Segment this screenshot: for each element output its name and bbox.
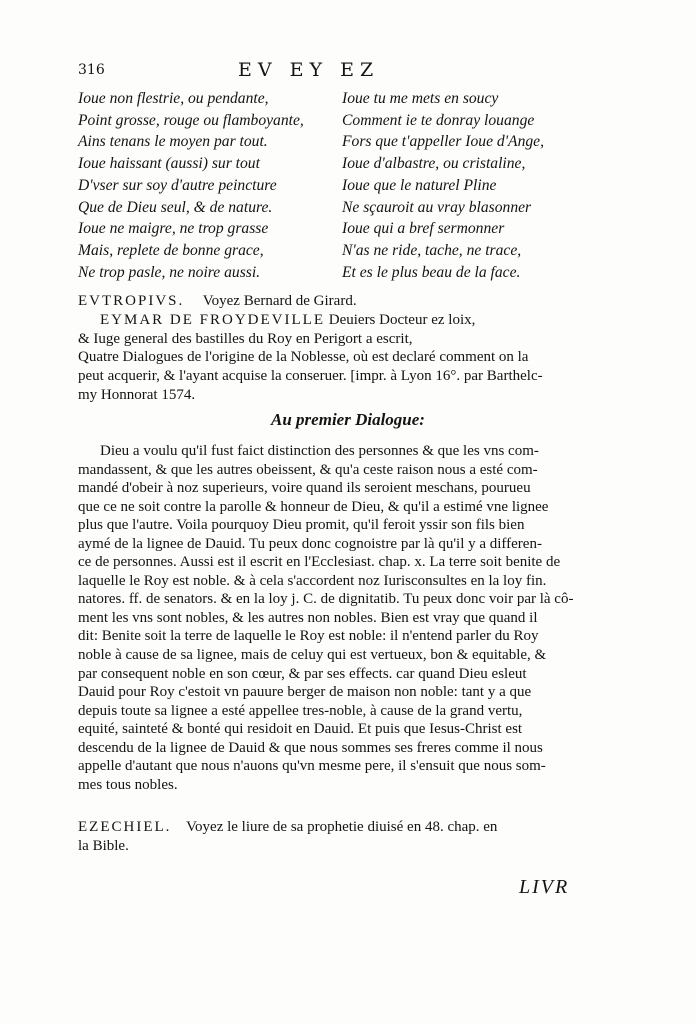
verse-column-right (342, 88, 544, 283)
verse-line: Ioue tu me mets en soucy (342, 90, 499, 107)
body-line: ce de personnes. Aussi est il escrit en l'Ecclesiast. chap. x. La terre soit benite de (78, 554, 561, 571)
verse-line: Ioue haissant (aussi) sur tout (78, 155, 260, 173)
verse-line: Ne sçauroit au vray blasonner (342, 198, 532, 216)
entry-text: peut acquerir, & l'ayant acquise la conseruer. [impr. à Lyon 16°. par Barthelc- (78, 368, 543, 385)
verse-line: Ioue ne maigre, ne trop grasse (78, 220, 269, 238)
verse-line: Ioue d'albastre, ou cristaline, (342, 155, 526, 173)
verse-line: Ne trop pasle, ne noire aussi. (78, 263, 261, 281)
entry-text: Quatre Dialogues de l'origine de la Noblesse, où est declaré comment on la (78, 349, 529, 366)
entry-text: my Honnorat 1574. (78, 386, 196, 403)
verse-line: Ains tenans le moyen par tout. (78, 133, 268, 151)
entry-text: Voyez Bernard de Girard. (202, 293, 357, 309)
entry-eutropius (78, 292, 600, 311)
verse-line: Mais, replete de bonne grace, (78, 241, 264, 259)
entry-text: Deuiers Docteur ez loix, (328, 312, 476, 328)
body-line: laquelle le Roy est noble. & à cela s'accordent noz Iurisconsultes en la loy fin. (78, 572, 547, 589)
running-head: EV EY EZ (238, 59, 380, 81)
verse-line: N'as ne ride, tache, ne trace, (342, 241, 522, 259)
body-line: mandé d'obeir à noz superieurs, voire quand ils seroient meschans, pourueu (78, 480, 531, 497)
body-line: Dauid pour Roy c'estoit vn pauure berger de maison non noble: tant y a que (78, 684, 532, 701)
body-line: natores. ff. de senators. & en la loy j. C. de dignitatib. Tu peux donc voir par là cô- (78, 591, 574, 608)
verse-line: Point grosse, rouge ou flamboyante, (78, 111, 304, 129)
verse-line: Que de Dieu seul, & de nature. (78, 198, 273, 216)
body-line: descendu de la lignee de Dauid & que nous sommes ses freres comme il nous (78, 739, 543, 756)
body-line: Dieu a voulu qu'il fust faict distinction des personnes & que les vns com- (100, 443, 539, 459)
verse-line: Et es le plus beau de la face. (342, 263, 521, 281)
entry-heading: EZECHIEL. (78, 819, 172, 835)
verse-line: D'vser sur soy d'autre peincture (78, 176, 277, 194)
entry-text: Voyez le liure de sa prophetie diuisé en 48. chap. en (186, 819, 498, 835)
catchword: LIVR (519, 876, 570, 898)
verse-column-left (78, 88, 304, 283)
entry-ezechiel (78, 818, 600, 855)
body-line: dit: Benite soit la terre de laquelle le Roy est noble: il n'entend parler du Roy (78, 628, 539, 645)
entry-eymar (78, 311, 600, 405)
section-title: Au premier Dialogue: (271, 410, 425, 429)
dialogue-body (78, 442, 600, 794)
verse-line: Ioue que le naturel Pline (342, 176, 497, 194)
body-line: mandassent, & que les autres obeissent, & qu'a ceste raison nous a esté com- (78, 461, 538, 478)
entry-text: la Bible. (78, 837, 129, 854)
entry-text: & Iuge general des bastilles du Roy en Perigort a escrit, (78, 330, 413, 347)
body-line: ment les vns sont nobles, & les autres non nobles. Bien est vray que quand il (78, 609, 538, 626)
body-line: par consequent noble en son cœur, & par ses effects. car quand Dieu esleut (78, 665, 527, 682)
body-line: noble à cause de sa lignee, mais de celuy qui est vertueux, bon & equitable, & (78, 647, 547, 664)
body-line: mes tous nobles. (78, 776, 178, 793)
verse-line: Fors que t'appeller Ioue d'Ange, (342, 133, 544, 151)
body-line: que ce ne soit contre la parolle & honneur de Dieu, & qu'il a estimé vne lignee (78, 498, 549, 515)
entry-heading: EYMAR DE FROYDEVILLE (100, 312, 325, 328)
entry-heading: EVTROPIVS. (78, 293, 185, 309)
body-line: depuis toute sa lignee a esté appellee tres-noble, à cause de la grand vertu, (78, 702, 523, 719)
page-header (78, 59, 638, 84)
verse-line: Ioue qui a bref sermonner (342, 220, 505, 238)
body-line: equité, sainteté & bonté qui residoit en Dauid. Et puis que Iesus-Christ est (78, 721, 523, 738)
verse-line: Ioue non flestrie, ou pendante, (78, 90, 269, 107)
body-line: appelle d'autant que nous n'auons qu'vn mesme pere, il s'ensuit que nous som- (78, 758, 546, 775)
verse-line: Comment ie te donray louange (342, 111, 535, 129)
page-number: 316 (78, 62, 105, 78)
body-line: aymé de la lignee de Dauid. Tu peux donc cognoistre par là qu'il y a differen- (78, 535, 542, 552)
body-line: plus que l'autre. Voila pourquoy Dieu promit, qu'il feroit yssir son fils bien (78, 517, 525, 534)
